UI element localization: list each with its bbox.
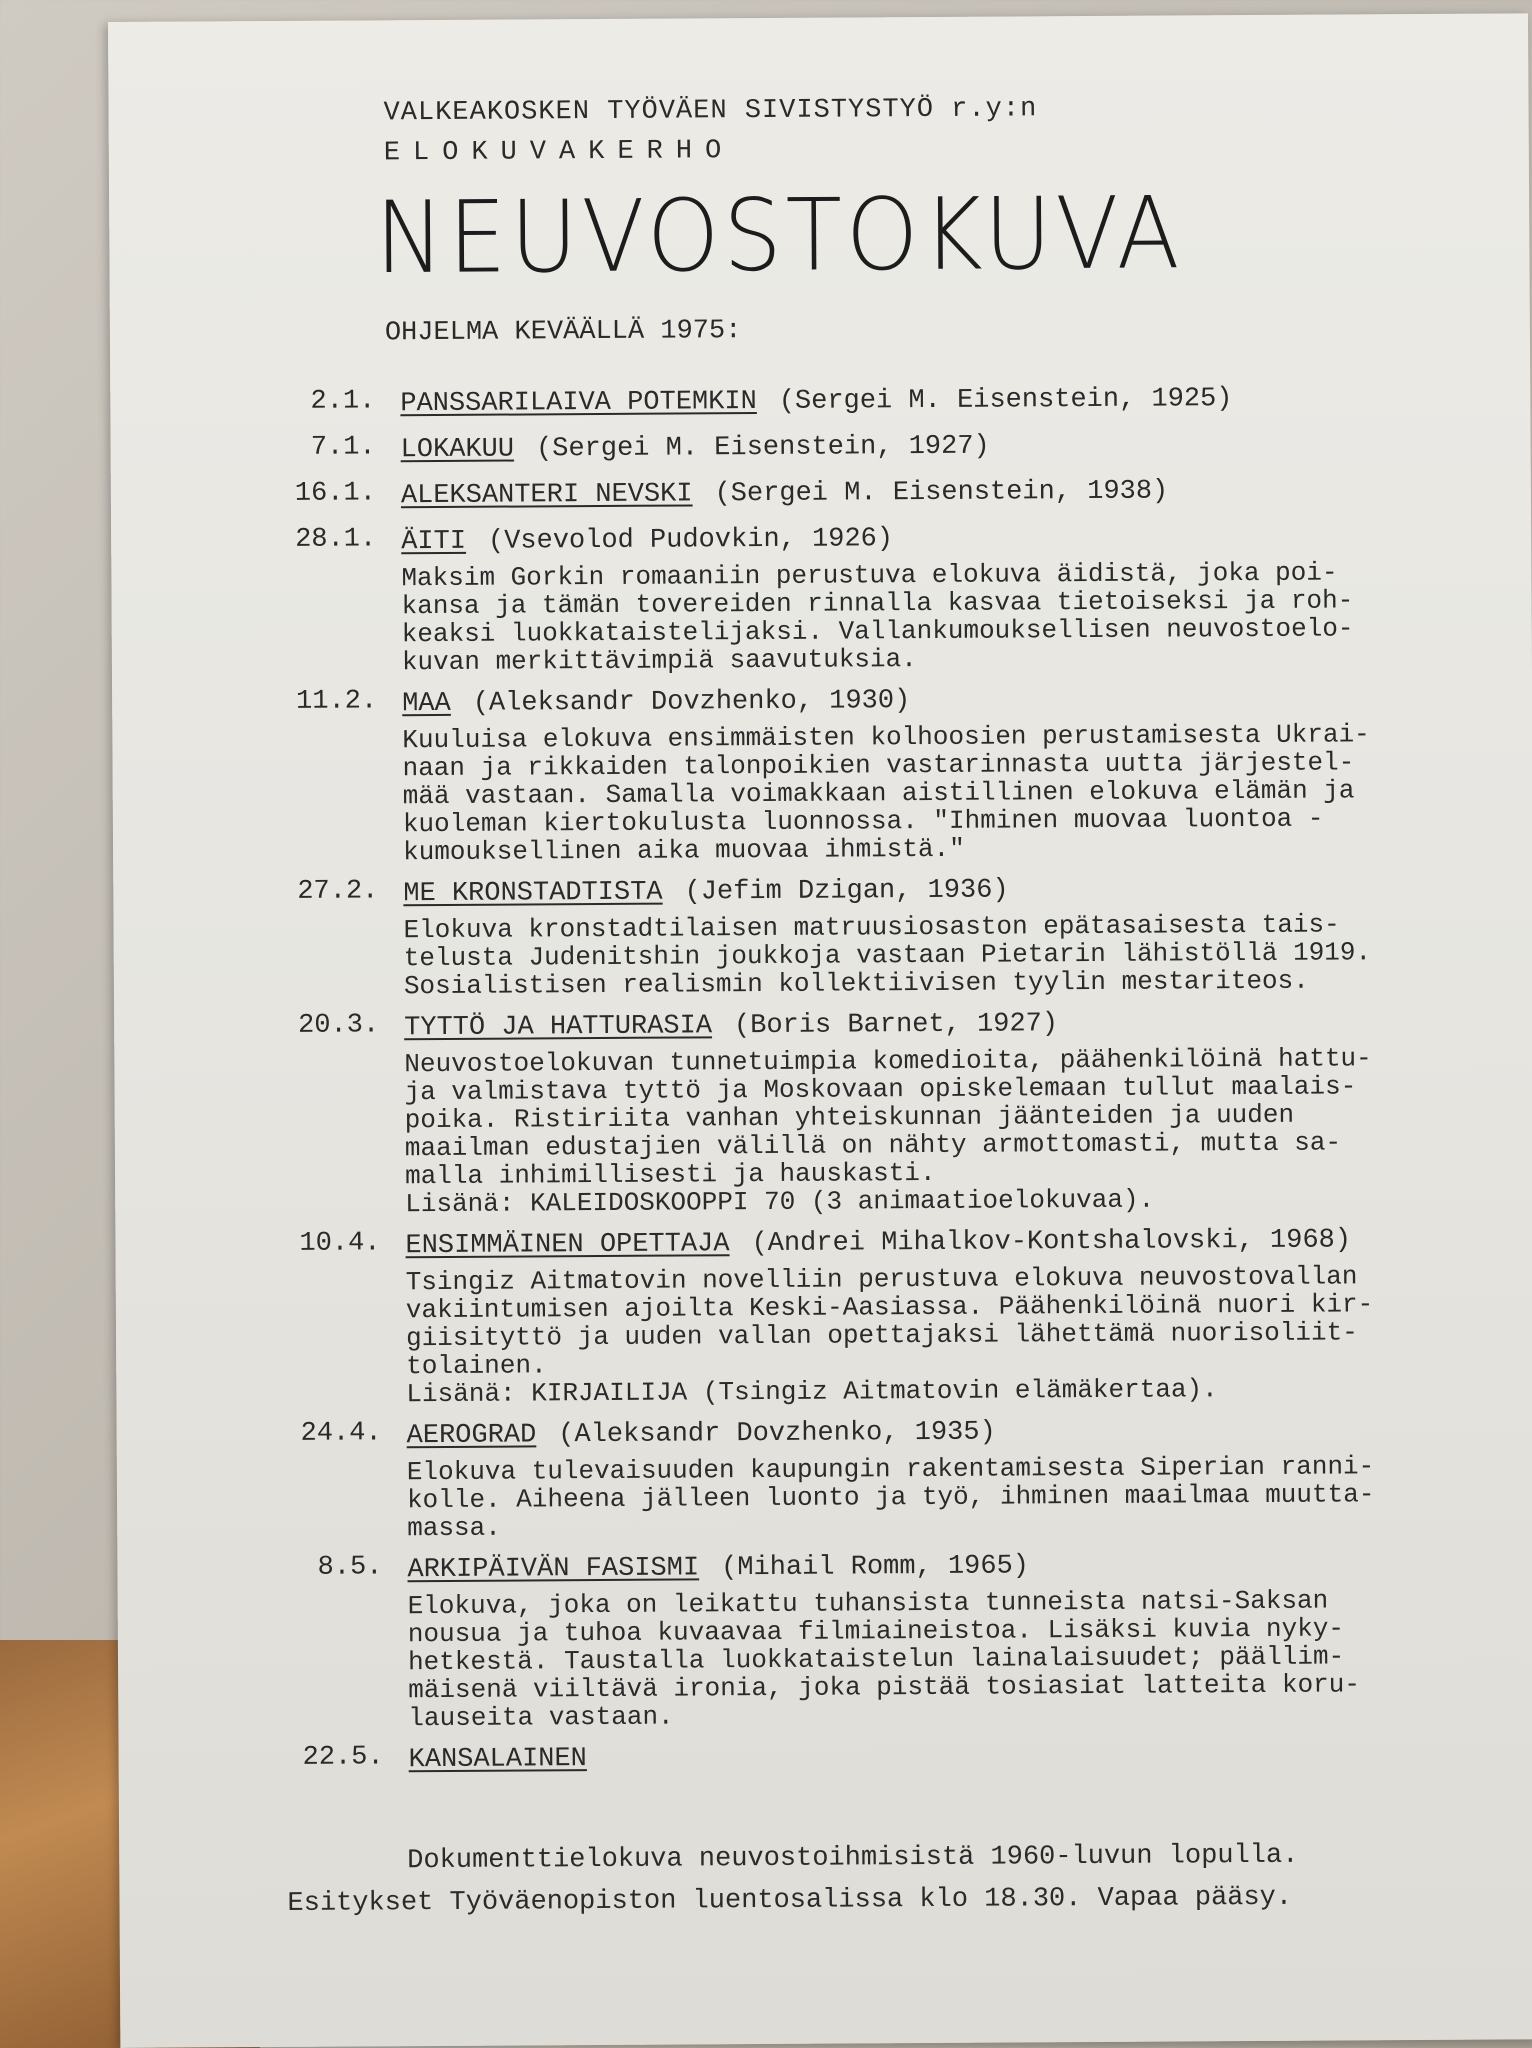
- film-director-year: (Mihail Romm, 1965): [721, 1551, 1030, 1584]
- film-title: ARKIPÄIVÄN FASISMI: [407, 1553, 700, 1586]
- entry-date: 28.1.: [295, 524, 377, 555]
- film-description: Maksim Gorkin romaaniin perustuva elokuva äidistä, joka poi- kansa ja tämän tovereiden rinnalla kasvaa tietoiseksi ja roh- keaksi luokkataistelijaksi. Vallankumouksellisen neuvostoelo- kuvan merkittävimpiä saavutuksia.: [401, 557, 1354, 678]
- screening-info: Esitykset Työväenopiston luentosalissa klo 18.30. Vapaa pääsy.: [287, 1882, 1293, 1919]
- entry-date: 24.4.: [300, 1418, 382, 1449]
- organization-name: VALKEAKOSKEN TYÖVÄEN SIVISTYSTYÖ r.y:n: [383, 94, 1038, 129]
- film-title: ALEKSANTERI NEVSKI: [400, 479, 693, 512]
- program-entry: [188, 869, 1519, 1001]
- program-entry: [186, 471, 1516, 515]
- film-title: AEROGRAD: [406, 1420, 537, 1452]
- film-title: ÄITI: [401, 526, 467, 558]
- film-director-year: (Aleksandr Dovzhenko, 1935): [558, 1417, 996, 1451]
- entry-date: 2.1.: [310, 386, 376, 417]
- page-title: NEUVOSTOKUVA: [374, 175, 1184, 296]
- program-entry: [192, 1545, 1523, 1733]
- entry-date: 10.4.: [299, 1228, 381, 1259]
- film-description: Elokuva tulevaisuuden kaupungin rakentamisesta Siperian ranni- kolle. Aiheena jälleen luonto ja työ, ihminen maailmaa muutta- massa.: [406, 1451, 1375, 1544]
- film-director-year: (Vsevolod Pudovkin, 1926): [487, 524, 894, 557]
- entry-date: 20.3.: [298, 1010, 380, 1041]
- film-description: Neuvostoelokuvan tunnetuimpia komedioita, päähenkilöinä hattu- ja valmistava tyttö ja Moskovaan opiskelemaan tullut maalais- poika. Ristiriita vanhan yhteiskunnan jäänteiden ja uuden maailman edustajien välillä on nähty armottomasti, mutta sa- malla inhimillisesti ja hauskasti. Lisänä: KALEIDOSKOOPPI 70 (3 animaatioelokuvaa).: [404, 1043, 1372, 1220]
- program-entry: [190, 1221, 1521, 1409]
- program-entry: [186, 425, 1516, 469]
- program-entry: [192, 1411, 1523, 1543]
- film-title: ME KRONSTADTISTA: [403, 877, 663, 910]
- program-heading: OHJELMA KEVÄÄLLÄ 1975:: [384, 316, 742, 349]
- entry-date: 22.5.: [302, 1742, 384, 1773]
- program-entry: [194, 1735, 1524, 1779]
- program-entry: [185, 379, 1515, 423]
- film-title: MAA: [402, 688, 451, 720]
- film-title: PANSSARILAIVA POTEMKIN: [400, 387, 757, 420]
- film-title: TYTTÖ JA HATTURASIA: [404, 1011, 713, 1044]
- film-director-year: (Sergei M. Eisenstein, 1925): [778, 384, 1233, 417]
- paper-sheet: [108, 13, 1532, 2048]
- film-director-year: (Jefim Dzigan, 1936): [684, 875, 1009, 908]
- film-title: KANSALAINEN: [408, 1744, 587, 1776]
- program-entry: [189, 1003, 1520, 1219]
- program-list: [185, 379, 1524, 1789]
- film-director-year: (Aleksandr Dovzhenko, 1930): [472, 686, 911, 719]
- entry-date: 7.1.: [310, 432, 376, 463]
- film-director-year: (Andrei Mihalkov-Kontshalovski, 1968): [751, 1225, 1352, 1260]
- film-description: Elokuva, joka on leikattu tuhansista tunneista natsi-Saksan nousua ja tuhoa kuvaavaa filmiaineistoa. Lisäksi kuvia nyky- hetkestä. Taustalla luokkataistelun lainalaisuudet; päällim- mäisenä viiltävä ironia, joka pistää tosiasiat latteita koru- lauseita vastaan.: [407, 1585, 1361, 1734]
- film-director-year: (Sergei M. Eisenstein, 1938): [714, 476, 1169, 510]
- film-description: Tsingiz Aitmatovin novelliin perustuva elokuva neuvostovallan vakiintumisen ajoilta Keski-Aasiassa. Päähenkilöinä nuori kir- giisityttö ja uuden vallan opettajaksi lähettämä nuorisoliit- tolainen. Lisänä: KIRJAILIJA (Tsingiz Aitmatovin elämäkertaa).: [405, 1261, 1374, 1410]
- entry-date: 27.2.: [297, 876, 379, 907]
- documentary-note: Dokumenttielokuva neuvostoihmisistä 1960-luvun lopulla.: [407, 1840, 1299, 1877]
- program-entry: [186, 517, 1517, 677]
- footer: [287, 1835, 1299, 1925]
- film-title: LOKAKUU: [400, 434, 515, 466]
- club-name: ELOKUVAKERHO: [383, 136, 735, 169]
- header: [383, 94, 1037, 168]
- entry-date: 11.2.: [296, 686, 378, 717]
- film-description: Kuuluisa elokuva ensimmäisten kolhoosien perustamisesta Ukrai- naan ja rikkaiden talonpoikien vastarinnasta uutta järjestel- mää vastaan. Samalla voimakkaan aistillinen elokuva elämän ja kuoleman kiertokulusta luonnossa. "Ihminen muovaa luontoa - kumouksellinen aika muovaa ihmistä.": [402, 719, 1370, 868]
- entry-date: 8.5.: [317, 1552, 383, 1583]
- film-director-year: (Boris Barnet, 1927): [733, 1009, 1059, 1042]
- film-director-year: (Sergei M. Eisenstein, 1927): [535, 431, 990, 465]
- film-title: ENSIMMÄINEN OPETTAJA: [405, 1229, 730, 1262]
- film-description: Elokuva kronstadtilaisen matruusiosaston epätasaisesta tais- telusta Judenitshin joukkoja vastaan Pietarin lähistöllä 1919. Sosialistisen realismin kollektiivisen tyylin mestariteos.: [403, 909, 1372, 1002]
- entry-date: 16.1.: [294, 478, 376, 509]
- program-entry: [187, 679, 1518, 867]
